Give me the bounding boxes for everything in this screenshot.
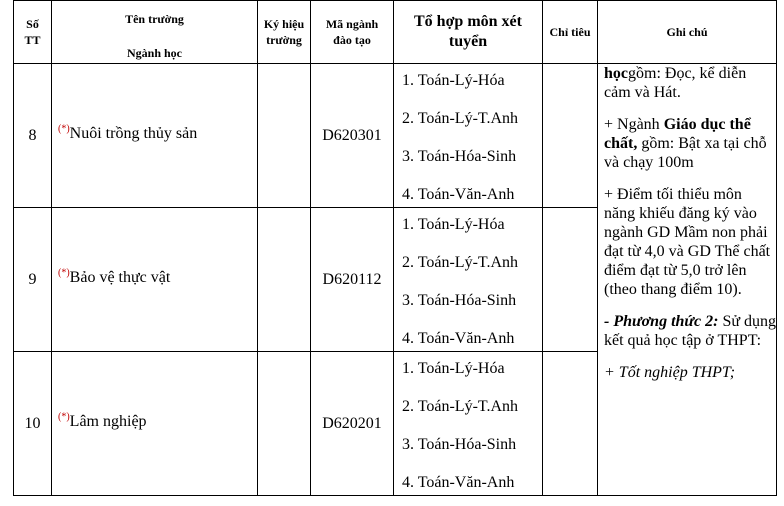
combo-item: 3. Toán-Hóa-Sinh bbox=[402, 148, 517, 165]
combo-item: 3. Toán-Hóa-Sinh bbox=[402, 292, 517, 309]
asterisk-mark: (*) bbox=[58, 123, 70, 135]
combo-item: 2. Toán-Lý-T.Anh bbox=[402, 110, 519, 127]
note-paragraph: họcgồm: Đọc, kể diễn cảm và Hát. bbox=[604, 65, 747, 101]
header-major: Ngành học bbox=[126, 46, 182, 60]
combo-item: 4. Toán-Văn-Anh bbox=[402, 186, 515, 203]
table-border-right bbox=[776, 0, 777, 496]
col-divider bbox=[393, 0, 394, 496]
note-paragraph: + Ngành Giáo dục thể chất, gồm: Bật xa tại chỗ và chạy 100m bbox=[604, 116, 767, 171]
header-stt: Số TT bbox=[24, 17, 41, 47]
note-paragraph: + Tốt nghiệp THPT; bbox=[604, 364, 736, 381]
col-divider bbox=[597, 0, 598, 496]
row-code: D620201 bbox=[322, 414, 382, 432]
combo-item: 1. Toán-Lý-Hóa bbox=[402, 360, 505, 377]
header-note: Ghi chú bbox=[666, 25, 708, 39]
table-border-bottom bbox=[13, 495, 776, 496]
row-divider bbox=[13, 351, 597, 352]
row-code: D620112 bbox=[322, 270, 382, 288]
header-quota: Chỉ tiêu bbox=[549, 25, 591, 39]
row-major-name: (*)Nuôi trồng thủy sản bbox=[58, 123, 198, 142]
col-divider bbox=[542, 0, 543, 496]
header-school: Tên trường bbox=[125, 12, 184, 26]
row-divider bbox=[13, 207, 597, 208]
combo-item: 2. Toán-Lý-T.Anh bbox=[402, 254, 519, 271]
header-subjects: Tổ hợp môn xét tuyển bbox=[414, 13, 522, 50]
row-stt: 9 bbox=[28, 270, 37, 288]
header-code: Mã ngành đào tạo bbox=[325, 17, 379, 47]
combo-item: 4. Toán-Văn-Anh bbox=[402, 330, 515, 347]
note-paragraph: + Điểm tối thiểu môn năng khiếu đăng ký vào ngành GD Mầm non phải đạt từ 4,0 và GD Thể chất điểm đạt từ 5,0 trở lên (theo thang điểm 10). bbox=[604, 186, 771, 298]
header-symbol: Ký hiệu trường bbox=[263, 17, 305, 47]
combo-item: 2. Toán-Lý-T.Anh bbox=[402, 398, 519, 415]
row-code: D620301 bbox=[322, 126, 382, 144]
combo-item: 1. Toán-Lý-Hóa bbox=[402, 72, 505, 89]
row-stt: 10 bbox=[24, 414, 41, 432]
col-divider bbox=[257, 0, 258, 496]
combo-item: 3. Toán-Hóa-Sinh bbox=[402, 436, 517, 453]
row-major-name: (*)Lâm nghiệp bbox=[58, 411, 147, 430]
combo-item: 4. Toán-Văn-Anh bbox=[402, 474, 515, 491]
asterisk-mark: (*) bbox=[58, 267, 70, 279]
asterisk-mark: (*) bbox=[58, 411, 70, 423]
col-divider bbox=[51, 0, 52, 496]
row-major-name: (*)Bảo vệ thực vật bbox=[58, 267, 171, 286]
note-paragraph: - Phương thức 2: Sử dụng kết quả học tập ở THPT: bbox=[604, 313, 777, 349]
row-stt: 8 bbox=[28, 126, 37, 144]
combo-item: 1. Toán-Lý-Hóa bbox=[402, 216, 505, 233]
note-text bbox=[604, 64, 776, 395]
